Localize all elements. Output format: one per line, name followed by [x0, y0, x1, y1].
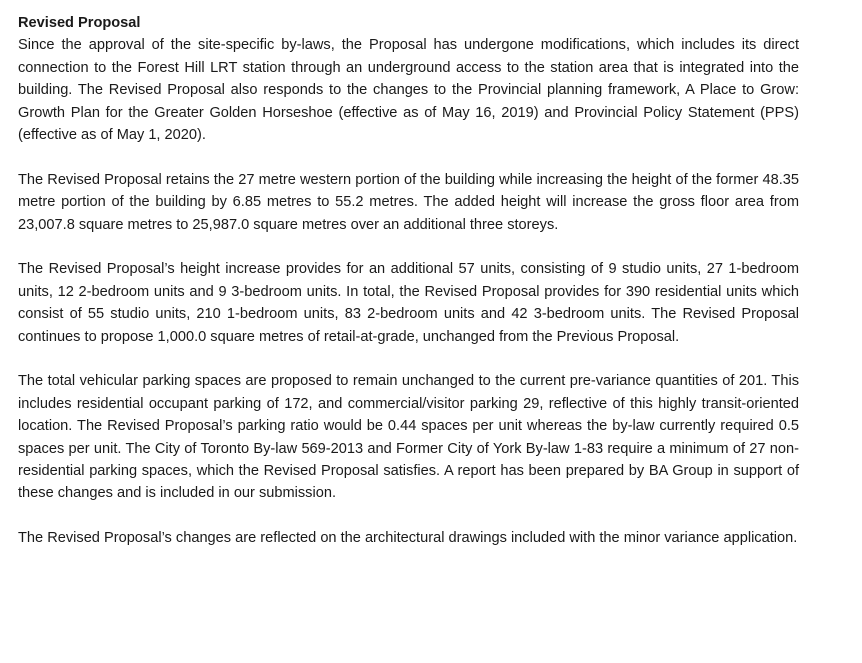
- paragraph-unit-counts: The Revised Proposal’s height increase provides for an additional 57 units, consisting of 9 studio units, 27 1-bedroom units, 12 2-bedroom units and 9 3-bedroom units. In total, the Revised Proposal provides for 390 residential units which consist of 55 studio units, 210 1-bedroom units, 83 2-bedroom units and 42 3-bedroom units. The Revised Proposal continues to propose 1,000.0 square metres of retail-at-grade, unchanged from the Previous Proposal.: [18, 261, 799, 345]
- paragraph-parking: The total vehicular parking spaces are proposed to remain unchanged to the current pre-variance quantities of 201. This includes residential occupant parking of 172, and commercial/visitor parking 29, reflective of this highly transit-oriented location. The Revised Proposal’s parking ratio would be 0.44 spaces per unit whereas the by-law currently required 0.5 spaces per unit. The City of Toronto By-law 569-2013 and Former City of York By-law 1-83 require a minimum of 27 non-residential parking spaces, which the Revised Proposal satisfies. A report has been prepared by BA Group in support of these changes and is included in our submission.: [18, 373, 799, 502]
- paragraph-drawings: The Revised Proposal’s changes are reflected on the architectural drawings included with the minor variance application.: [18, 530, 798, 547]
- paragraph-height-increase: The Revised Proposal retains the 27 metre western portion of the building while increasing the height of the former 48.35 metre portion of the building by 6.85 metres to 55.2 metres. The added height will increase the gross floor area from 23,007.8 square metres to 25,987.0 square metres over an additional three storeys.: [18, 171, 799, 233]
- document-body: [18, 12, 799, 550]
- section-heading: Revised Proposal: [18, 15, 141, 31]
- paragraph-site-modifications: Since the approval of the site-specific by-laws, the Proposal has undergone modifications, which includes its direct connection to the Forest Hill LRT station through an underground access to the station area that is integrated into the building. The Revised Proposal also responds to the changes to the Provincial planning framework, A Place to Grow: Growth Plan for the Greater Golden Horseshoe (effective as of May 16, 2019) and Provincial Policy Statement (PPS) (effective as of May 1, 2020).: [18, 37, 799, 144]
